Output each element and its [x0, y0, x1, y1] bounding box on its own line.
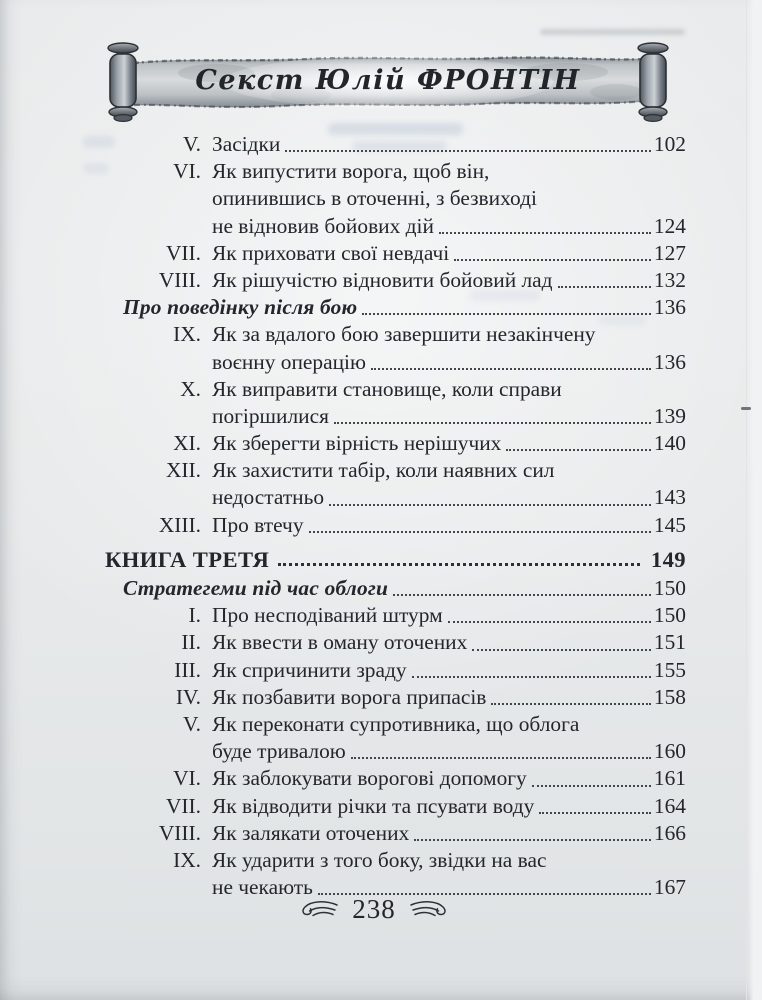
dot-leader — [346, 738, 653, 765]
toc-line — [104, 294, 686, 321]
toc-page-number: 167 — [653, 875, 686, 900]
header-banner — [96, 40, 680, 124]
toc-entry-title: Про втечу — [212, 512, 304, 537]
toc-entry-title: Як зберегти вірність нерішучих — [212, 431, 502, 456]
toc-line — [104, 321, 686, 348]
toc-entry-title: Стратегеми під час облоги — [123, 576, 389, 600]
toc-line — [104, 430, 686, 457]
toc-line — [104, 847, 686, 874]
toc-entry-title: Як спричинити зраду — [212, 657, 407, 682]
toc-numeral — [104, 738, 212, 765]
dot-leader — [467, 629, 653, 656]
swirl-ornament-left-icon — [297, 898, 339, 922]
toc-entry-title: недостатньо — [212, 485, 325, 510]
dot-leader — [486, 684, 653, 711]
dot-leader — [269, 546, 650, 573]
toc-entry-title: погіршилися — [212, 403, 329, 428]
toc-line — [104, 376, 686, 403]
toc-line — [104, 711, 686, 738]
toc-numeral: VII. — [165, 793, 201, 818]
toc-line — [104, 575, 686, 602]
indent-spacer — [104, 575, 123, 602]
toc-line — [104, 820, 686, 847]
toc-numeral: XI. — [173, 431, 201, 456]
toc-line — [104, 629, 686, 656]
toc-page-number: 136 — [653, 295, 686, 320]
toc-page-number: 143 — [653, 485, 686, 510]
toc-numeral: I. — [188, 603, 201, 628]
indent-spacer — [104, 294, 123, 321]
dot-leader — [329, 403, 653, 430]
toc-line — [104, 403, 686, 430]
toc-line — [104, 657, 686, 684]
toc-entry-title: Про поведінку після бою — [123, 295, 358, 320]
toc-entry-title: Як виправити становище, коли справи — [212, 376, 562, 401]
toc-numeral: VI. — [173, 159, 201, 184]
toc-entry-title: Як за вдалого бою завершити незакінчену — [212, 322, 596, 347]
dot-leader — [527, 765, 653, 792]
toc-page-number: 160 — [653, 739, 686, 764]
toc-numeral: VI. — [173, 766, 201, 791]
toc-entry-title: Як залякати оточених — [212, 820, 410, 845]
toc-entry-title: Як випустити ворога, щоб він, — [212, 159, 490, 184]
toc-page-number: 166 — [653, 820, 686, 845]
toc-entry-title: не чекають — [212, 875, 313, 900]
toc-entry-title: буде тривалою — [212, 739, 346, 764]
dot-leader — [388, 575, 653, 602]
toc-entry-title: не відновив бойових дій — [212, 213, 434, 238]
toc-line — [104, 546, 686, 573]
dot-leader — [280, 131, 653, 158]
scan-artifact-dash — [741, 407, 751, 410]
toc-line — [104, 267, 686, 294]
toc-list — [104, 131, 686, 901]
toc-entry-title: Як позбавити ворога припасів — [212, 684, 487, 709]
toc-numeral — [104, 349, 212, 376]
toc-line — [104, 240, 686, 267]
toc-entry-title: КНИГА ТРЕТЯ — [105, 546, 270, 572]
toc-entry-title: Як переконати супротивника, що облога — [212, 711, 580, 736]
toc-numeral — [104, 185, 212, 212]
toc-page-number: 155 — [653, 657, 686, 682]
toc-line — [104, 131, 686, 158]
toc-entry-title: Як захистити табір, коли наявних сил — [212, 458, 555, 483]
dot-leader — [534, 793, 653, 820]
toc-numeral: II. — [181, 630, 201, 655]
toc-page-number: 124 — [653, 213, 686, 238]
toc-entry-title: Як приховати свої невдачі — [212, 240, 450, 265]
toc-line — [104, 512, 686, 539]
toc-numeral: VIII. — [158, 267, 201, 292]
dot-leader — [324, 484, 653, 511]
toc-page-number: 164 — [653, 793, 686, 818]
book-author-title: Секст Юлій ФРОНТІН — [195, 65, 581, 96]
dot-leader — [553, 267, 653, 294]
toc-page-number: 127 — [653, 240, 686, 265]
dot-leader — [304, 512, 653, 539]
toc-numeral: XIII. — [158, 512, 201, 537]
swirl-ornament-right-icon — [409, 898, 451, 922]
toc-line — [104, 793, 686, 820]
toc-numeral: IV. — [175, 684, 201, 709]
dot-leader — [443, 602, 653, 629]
toc-page-number: 151 — [653, 630, 686, 655]
toc-entry-title: воєнну операцію — [212, 349, 366, 374]
toc-line — [104, 484, 686, 511]
toc-entry-title: Як рішучістю відновити бойовий лад — [212, 267, 553, 292]
toc-page-number: 102 — [653, 132, 686, 156]
toc-page-number: 139 — [653, 403, 686, 428]
toc-numeral: V. — [182, 132, 201, 156]
toc-numeral: VII. — [165, 240, 201, 265]
scan-page-edge — [746, 0, 762, 1000]
toc-entry-title: Як відводити річки та псувати воду — [212, 793, 535, 818]
toc-entry-title: опинившись в оточенні, з безвиході — [212, 186, 537, 211]
toc-line — [104, 185, 686, 212]
dot-leader — [407, 657, 653, 684]
toc-page-number: 161 — [653, 766, 686, 791]
toc-line — [104, 349, 686, 376]
toc-page-number: 136 — [653, 349, 686, 374]
dot-leader — [449, 240, 653, 267]
toc-numeral: X. — [180, 376, 201, 401]
page-number: 238 — [352, 894, 396, 924]
toc-line — [104, 765, 686, 792]
toc-numeral: III. — [174, 657, 201, 682]
toc-line — [104, 213, 686, 240]
toc-numeral — [104, 403, 212, 430]
toc-entry-title: Як заблокувати ворогові допомогу — [212, 766, 527, 791]
dot-leader — [366, 349, 653, 376]
toc-page-number: 150 — [653, 603, 686, 628]
dot-leader — [501, 430, 653, 457]
scan-artifact — [540, 29, 685, 35]
toc-line — [104, 602, 686, 629]
dot-leader — [409, 820, 653, 847]
toc-line — [104, 457, 686, 484]
toc-numeral: IX. — [173, 847, 201, 872]
toc-numeral: XII. — [165, 458, 201, 483]
dot-leader — [434, 213, 653, 240]
toc-line — [104, 684, 686, 711]
toc-numeral: VIII. — [158, 820, 201, 845]
toc-page-number: 150 — [653, 576, 686, 600]
toc-page-number: 149 — [650, 546, 686, 572]
toc-numeral — [104, 484, 212, 511]
toc-page-number: 158 — [653, 684, 686, 709]
page-footer — [0, 894, 748, 925]
toc-page-number: 145 — [653, 512, 686, 537]
toc-entry-title: Про несподіваний штурм — [212, 603, 443, 628]
toc-entry-title: Засідки — [212, 132, 281, 156]
toc-page-number: 140 — [653, 431, 686, 456]
toc-line — [104, 158, 686, 185]
toc-entry-title: Як ввести в оману оточених — [212, 630, 468, 655]
toc-numeral — [104, 213, 212, 240]
dot-leader — [357, 294, 653, 321]
toc-numeral: IX. — [173, 322, 201, 347]
toc-numeral: V. — [182, 711, 201, 736]
toc-entry-title: Як ударити з того боку, звідки на вас — [212, 847, 547, 872]
toc-line — [104, 738, 686, 765]
toc-page-number: 132 — [653, 267, 686, 292]
